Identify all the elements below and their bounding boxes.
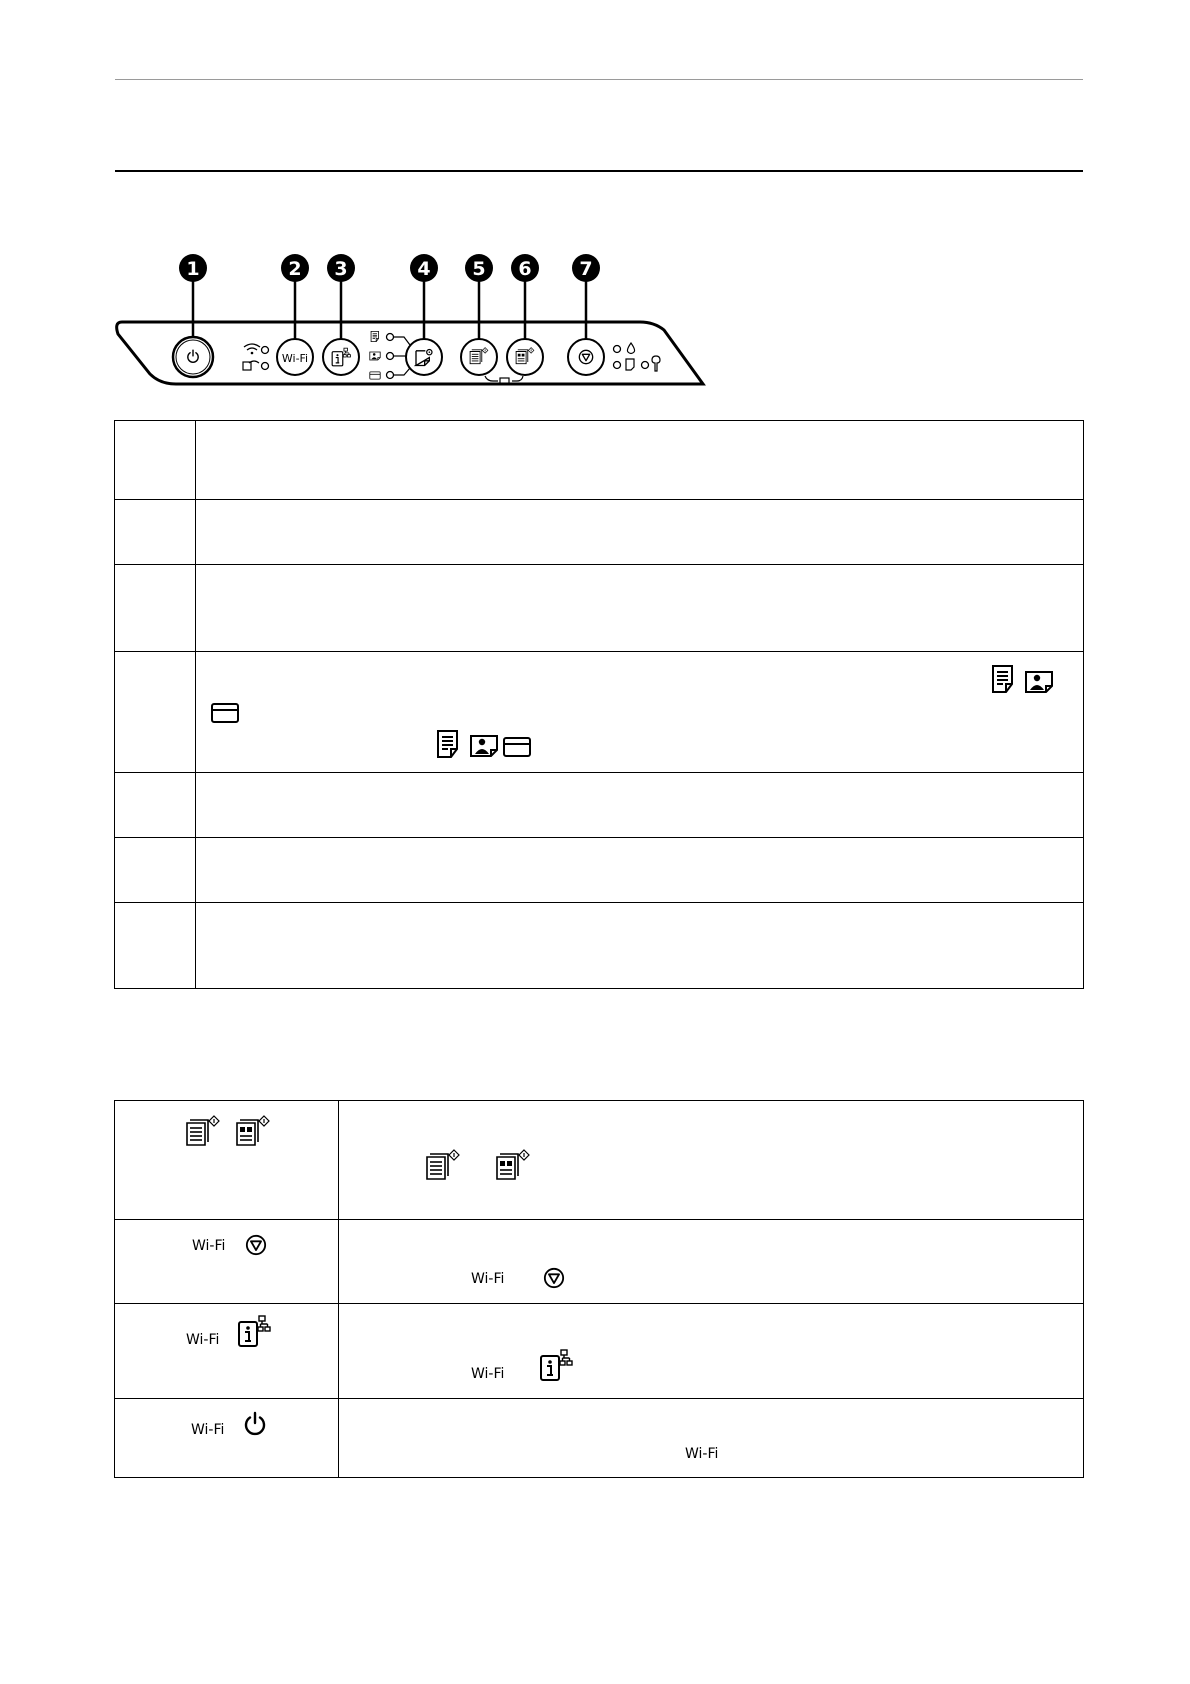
svg-text:1: 1 xyxy=(186,258,200,280)
row-description-cell xyxy=(196,421,1084,500)
key-combination-cell xyxy=(115,1220,339,1304)
photo-paper-icon xyxy=(469,734,499,758)
envelope-icon xyxy=(210,702,240,724)
row-description-cell xyxy=(196,565,1084,652)
combo-description-cell xyxy=(339,1220,1084,1304)
power-icon xyxy=(243,1411,267,1437)
network-status-sheet-icon xyxy=(237,1314,271,1348)
row-description-cell xyxy=(196,773,1084,838)
svg-text:2: 2 xyxy=(288,258,302,280)
plain-paper-icon xyxy=(991,665,1015,693)
buttons-table xyxy=(114,420,1084,989)
section-rule xyxy=(115,170,1083,172)
wifi-inline-label: Wi-Fi xyxy=(685,1446,719,1462)
row-number-cell xyxy=(115,903,196,989)
table-row xyxy=(115,773,1084,838)
combo-description-cell xyxy=(339,1399,1084,1478)
table-row xyxy=(115,500,1084,565)
button-combinations-table xyxy=(114,1100,1084,1478)
key-combination-cell xyxy=(115,1304,339,1399)
wifi-key-label: Wi-Fi xyxy=(192,1238,226,1254)
photo-paper-icon xyxy=(1024,670,1054,694)
svg-text:3: 3 xyxy=(334,258,348,280)
svg-text:7: 7 xyxy=(579,258,593,280)
plain-paper-icon xyxy=(436,730,460,758)
wifi-button[interactable] xyxy=(277,339,313,375)
table-row xyxy=(115,1220,1084,1304)
bw-copy-button[interactable] xyxy=(461,339,497,375)
combo-description-cell xyxy=(339,1304,1084,1399)
key-combination-cell xyxy=(115,1101,339,1220)
power-button[interactable] xyxy=(173,337,213,377)
table-row xyxy=(115,1101,1084,1220)
table-row xyxy=(115,652,1084,773)
color-copy-button[interactable] xyxy=(507,339,543,375)
wifi-key-label: Wi-Fi xyxy=(191,1422,225,1438)
network-status-sheet-icon xyxy=(539,1348,573,1382)
table-row xyxy=(115,1399,1084,1478)
svg-text:4: 4 xyxy=(417,258,431,280)
row-number-cell xyxy=(115,773,196,838)
network-status-button[interactable] xyxy=(323,339,359,375)
color-copy-icon xyxy=(495,1149,531,1183)
table-row xyxy=(115,903,1084,989)
bw-copy-icon xyxy=(185,1115,221,1149)
envelope-icon xyxy=(502,736,532,758)
wifi-inline-label: Wi-Fi xyxy=(471,1271,505,1287)
paper-settings-button[interactable] xyxy=(406,339,442,375)
stop-button[interactable] xyxy=(568,339,604,375)
svg-text:6: 6 xyxy=(518,258,532,280)
wifi-inline-label: Wi-Fi xyxy=(471,1366,505,1382)
control-panel-diagram xyxy=(110,246,710,396)
stop-icon xyxy=(543,1267,565,1289)
table-row xyxy=(115,421,1084,500)
table-row xyxy=(115,565,1084,652)
row-description-cell xyxy=(196,652,1084,773)
header-rule xyxy=(115,79,1083,80)
row-number-cell xyxy=(115,421,196,500)
row-number-cell xyxy=(115,500,196,565)
row-description-cell xyxy=(196,500,1084,565)
bw-copy-icon xyxy=(425,1149,461,1183)
row-number-cell xyxy=(115,838,196,903)
row-description-cell xyxy=(196,903,1084,989)
row-number-cell xyxy=(115,565,196,652)
stop-icon xyxy=(245,1234,267,1256)
combo-description-cell xyxy=(339,1101,1084,1220)
key-combination-cell xyxy=(115,1399,339,1478)
table-row xyxy=(115,838,1084,903)
wifi-button-label: Wi-Fi xyxy=(281,352,309,365)
row-description-cell xyxy=(196,838,1084,903)
table-row xyxy=(115,1304,1084,1399)
row-number-cell xyxy=(115,652,196,773)
svg-text:5: 5 xyxy=(472,258,486,280)
wifi-key-label: Wi-Fi xyxy=(186,1332,220,1348)
color-copy-icon xyxy=(235,1115,271,1149)
